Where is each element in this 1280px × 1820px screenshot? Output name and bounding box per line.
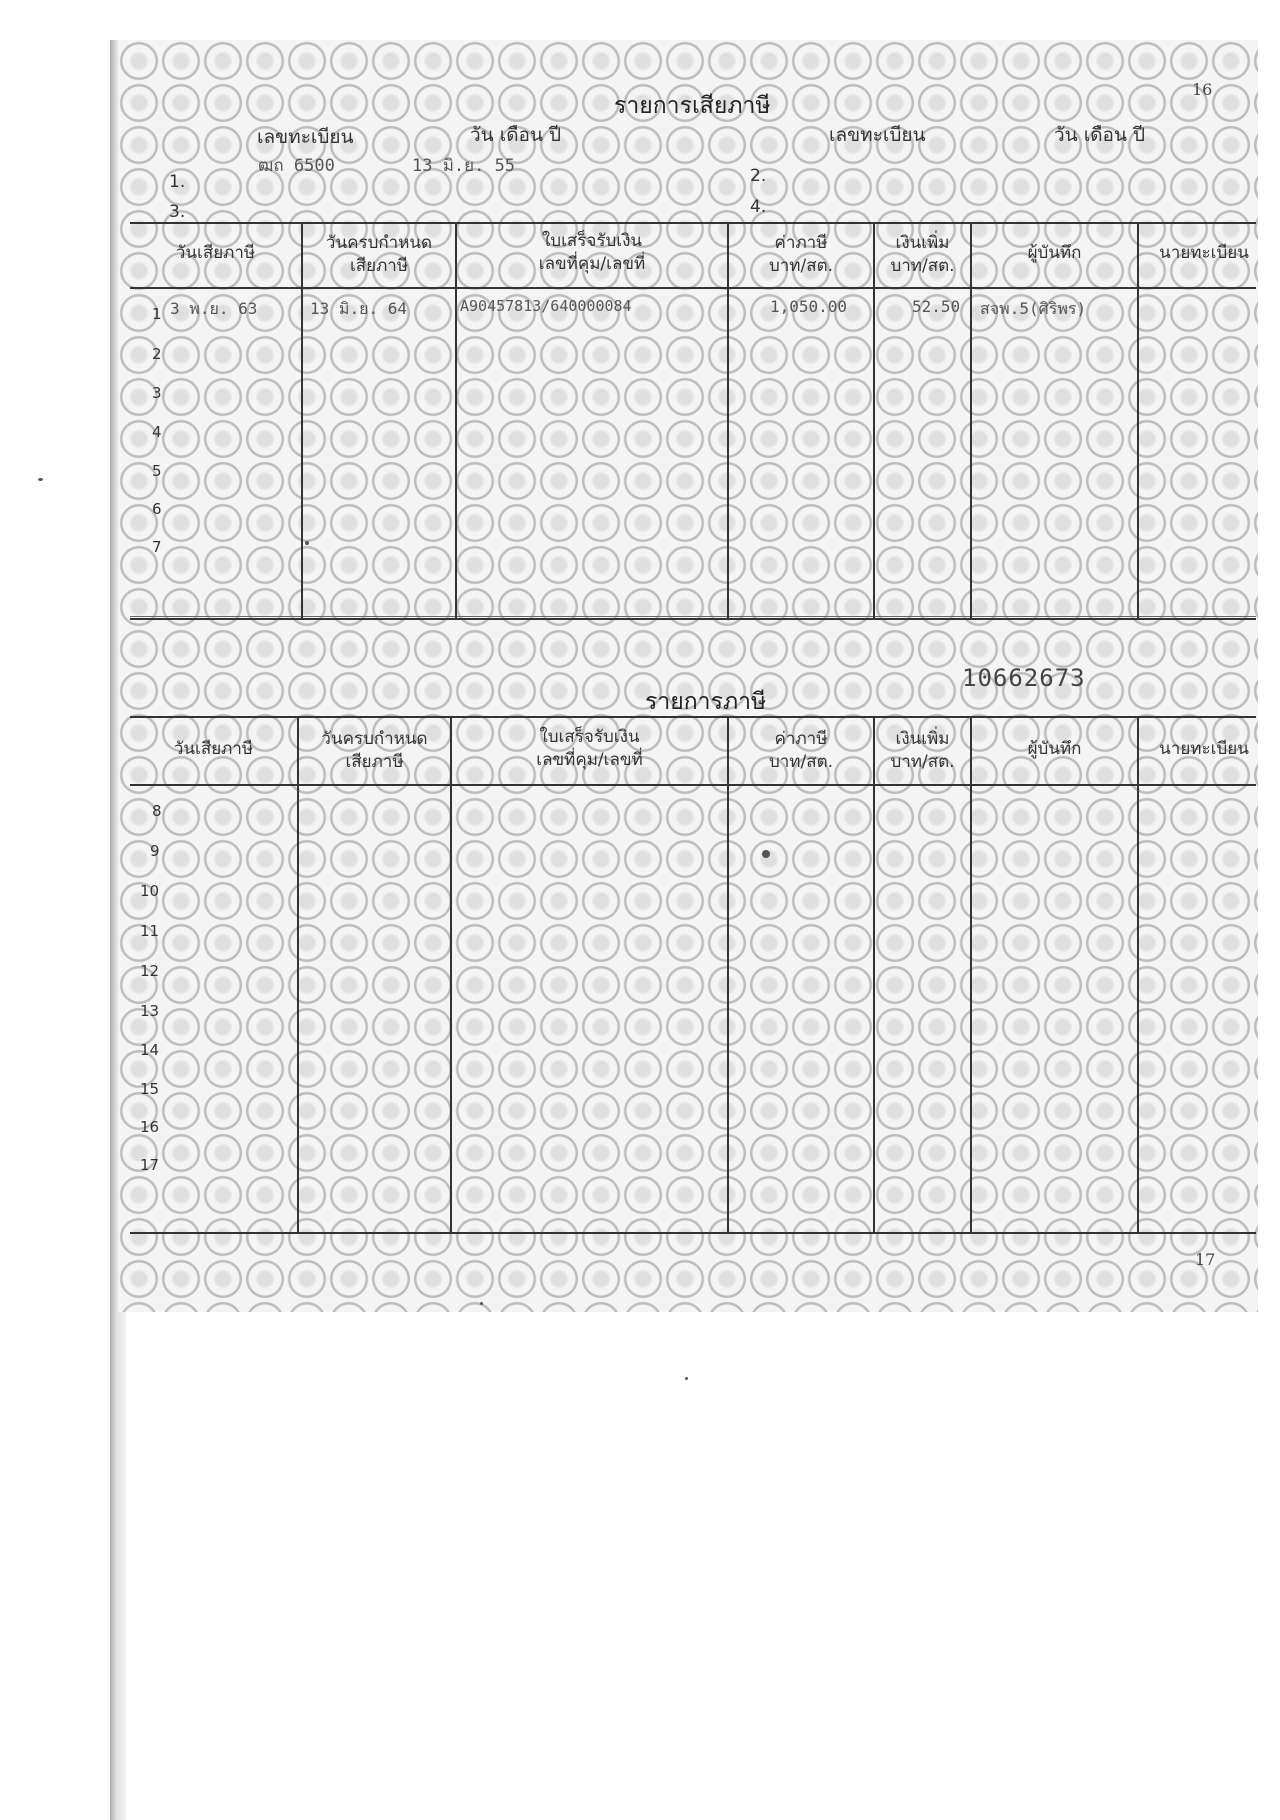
registration-label-2: เลขทะเบียน [829, 124, 926, 146]
header-due-date: วันครบกำหนด เสียภาษี [321, 729, 428, 772]
row-number: 3 [152, 384, 162, 402]
serial-number: 10662673 [962, 664, 1086, 692]
page-number-top: 16 [1192, 80, 1213, 99]
tax-payment-table-1 [130, 222, 1256, 620]
header-surcharge: เงินเพิ่ม บาท/สต. [890, 729, 955, 772]
registration-date: 13 มิ.ย. 55 [412, 156, 516, 176]
row-number: 8 [152, 802, 162, 820]
entry-due-date: 13 มิ.ย. 64 [310, 299, 407, 318]
header-payment-date: วันเสียภาษี [173, 739, 254, 759]
header-receipt: ใบเสร็จรับเงิน เลขที่คุม/เลขที่ [538, 231, 646, 274]
header-tax-amount: ค่าภาษี บาท/สต. [768, 233, 834, 276]
header-tax-amount: ค่าภาษี บาท/สต. [768, 729, 834, 772]
row-number: 14 [140, 1041, 160, 1059]
row-number: 16 [140, 1118, 160, 1136]
header-surcharge: เงินเพิ่ม บาท/สต. [890, 233, 955, 276]
entry-receipt-number: A90457813/640000084 [460, 297, 632, 315]
item-number-1: 1. [169, 172, 186, 192]
header-recorder: ผู้บันทึก [1027, 739, 1082, 759]
date-label-2: วัน เดือน ปี [1054, 124, 1146, 146]
registration-number: ฒถ 6500 [258, 156, 335, 176]
header-payment-date: วันเสียภาษี [175, 243, 256, 263]
row-number: 10 [140, 882, 160, 900]
entry-recorder: สจพ.5(ศิริพร) [980, 299, 1087, 318]
row-number: 7 [152, 538, 162, 556]
registration-label-1: เลขทะเบียน [257, 126, 354, 148]
entry-surcharge: 52.50 [912, 297, 961, 316]
row-number: 12 [140, 962, 160, 980]
row-number: 13 [140, 1002, 160, 1020]
entry-tax-amount: 1,050.00 [770, 297, 848, 316]
item-number-3: 3. [169, 202, 186, 222]
row-number: 15 [140, 1080, 160, 1098]
row-number: 4 [152, 423, 162, 441]
header-recorder: ผู้บันทึก [1027, 243, 1082, 263]
row-number: 11 [140, 922, 160, 940]
header-registrar: นายทะเบียน [1159, 243, 1249, 263]
section-title-tax-payment: รายการเสียภาษี [614, 93, 771, 119]
row-number: 9 [150, 842, 160, 860]
table1-header-divider [130, 287, 1256, 289]
header-receipt: ใบเสร็จรับเงิน เลขที่คุม/เลขที่ [536, 727, 643, 770]
item-number-4: 4. [750, 197, 767, 217]
row-number: 1 [152, 305, 162, 323]
header-registrar: นายทะเบียน [1159, 739, 1249, 759]
header-due-date: วันครบกำหนด เสียภาษี [325, 233, 433, 276]
row-number: 2 [152, 345, 162, 363]
row-number: 17 [140, 1156, 160, 1174]
row-number: 6 [152, 500, 162, 518]
item-number-2: 2. [750, 166, 767, 186]
date-label-1: วัน เดือน ปี [470, 124, 562, 146]
page-number-bottom: 17 [1195, 1250, 1216, 1269]
entry-payment-date: 3 พ.ย. 63 [170, 299, 258, 318]
row-number: 5 [152, 462, 162, 480]
section-title-tax-list: รายการภาษี [645, 689, 767, 715]
